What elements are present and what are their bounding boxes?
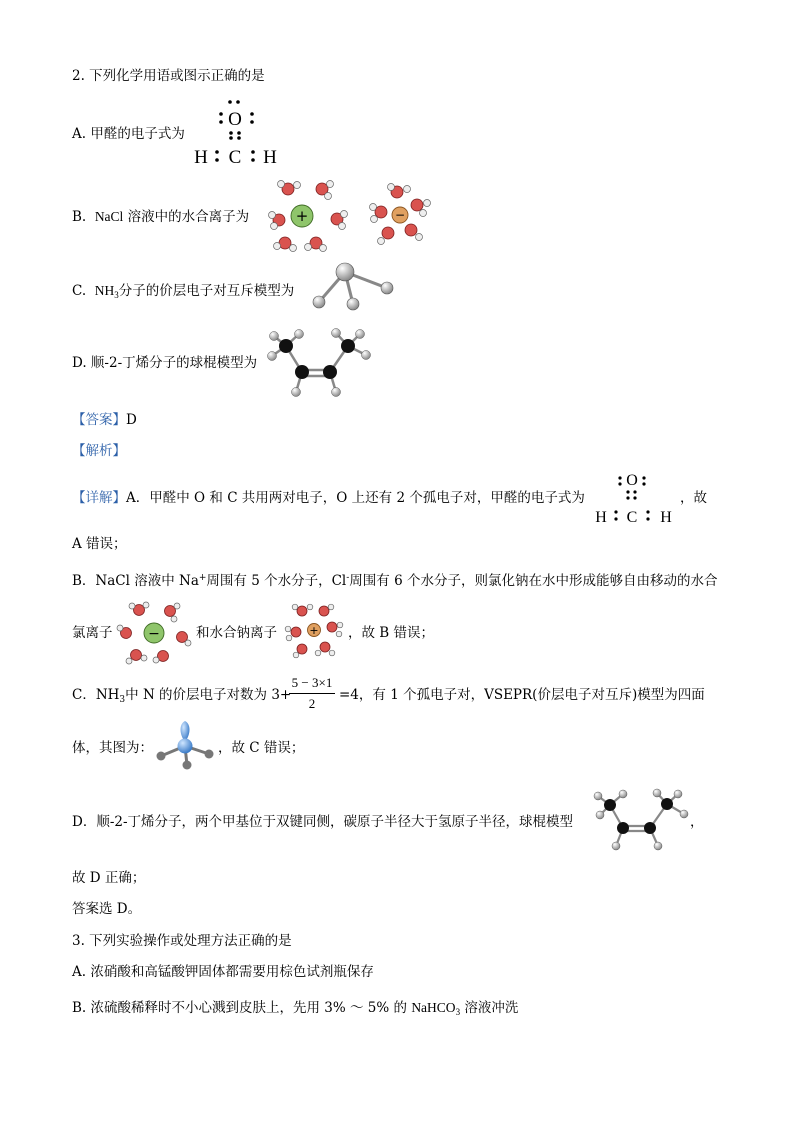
q3-option-b: B. 浓硫酸稀释时不小心溅到皮肤上，先用 3% ～ 5% 的 NaHCO$_3$ 溶液冲洗: [72, 1000, 519, 1017]
hydrated-sodium-ion: [262, 180, 352, 255]
detail-d-line1: D．顺-2-丁烯分子，两个甲基位于双键同侧，碳原子半径大于氢原子半径，球棍模型: [72, 814, 574, 830]
plus-sign: +: [295, 207, 309, 225]
hydrated-sodium-ion-detail: [284, 603, 346, 659]
hydrated-chloride-ion: [365, 183, 440, 248]
q3-option-a: A. 浓硝酸和高锰酸钾固体都需要用棕色试剂瓶保存: [72, 964, 374, 980]
svg-text:H: H: [595, 509, 607, 526]
detail-a-line2: A 错误；: [72, 536, 127, 552]
cis-2-butene-model: [262, 326, 377, 398]
detail-c-line1-post: =4，有 1 个孤电子对，VSEPR(价层电子对互斥)模型为四面: [339, 687, 705, 703]
svg-text:C: C: [626, 509, 638, 526]
detail-a-line: 【详解】A．甲醛中 O 和 C 共用两对电子，O 上还有 2 个孤电子对，甲醛的电子式为: [72, 490, 585, 506]
analysis-label: 【解析】: [72, 443, 126, 459]
svg-text:+: +: [309, 624, 319, 637]
q2-option-b: B. NaCl 溶液中的水合离子为: [72, 209, 250, 225]
detail-b-tail: ，故 B 错误；: [348, 625, 435, 641]
formaldehyde-electron-formula: [190, 98, 290, 170]
q3-stem: 3. 下列实验操作或处理方法正确的是: [72, 933, 292, 949]
vsepr-fraction: [287, 674, 337, 713]
nh3-vsepr-model: [305, 260, 400, 315]
final-answer: 答案选 D。: [72, 901, 142, 917]
detail-b-chloride-label: 氯离子: [72, 625, 113, 641]
fraction-numerator: 5 − 3×1: [291, 675, 333, 690]
detail-c-line2-a: 体，其图为：: [72, 740, 153, 756]
detail-d-line2: 故 D 正确；: [72, 870, 146, 886]
carbon-symbol: C: [228, 147, 242, 168]
fraction-denominator: 2: [308, 696, 316, 711]
oxygen-symbol: O: [228, 109, 242, 130]
answer-line: [72, 411, 137, 429]
answer-label: 【答案】: [72, 412, 126, 428]
detail-a-tail: ，故: [680, 490, 707, 506]
h-right-symbol: H: [263, 147, 277, 168]
hydrated-chloride-ion-detail: [116, 600, 194, 668]
cis-2-butene-model-detail: [590, 788, 692, 852]
q2-option-c: C. $NH_3$分子的价层电子对互斥模型为: [72, 283, 295, 300]
detail-b-sodium-label: 和水合钠离子: [196, 625, 277, 641]
minus-sign: −: [394, 208, 406, 222]
q2-option-d: D. 顺-2-丁烯分子的球棍模型为: [72, 355, 258, 371]
nh3-tetrahedral-model: [155, 718, 217, 770]
detail-label: 【详解】: [72, 490, 126, 506]
formaldehyde-electron-formula-detail: [592, 470, 682, 528]
svg-text:H: H: [660, 509, 672, 526]
answer-value: D: [126, 412, 137, 428]
svg-text:O: O: [626, 472, 638, 489]
detail-c-line2-b: ，故 C 错误；: [218, 740, 305, 756]
h-left-symbol: H: [194, 147, 208, 168]
detail-c-line1-pre: C．$NH_3$中 N 的价层电子对数为 3+: [72, 687, 292, 705]
q2-stem: 2. 下列化学用语或图示正确的是: [72, 68, 265, 84]
q2-option-a: A. 甲醛的电子式为: [72, 126, 185, 142]
detail-b-line1: B．NaCl 溶液中 Na+周围有 5 个水分子，Cl-周围有 6 个水分子，则氯化钠在水中形成能够自由移动的水合: [72, 573, 718, 589]
svg-text:−: −: [148, 626, 160, 642]
detail-d-tail: ，: [690, 814, 704, 830]
